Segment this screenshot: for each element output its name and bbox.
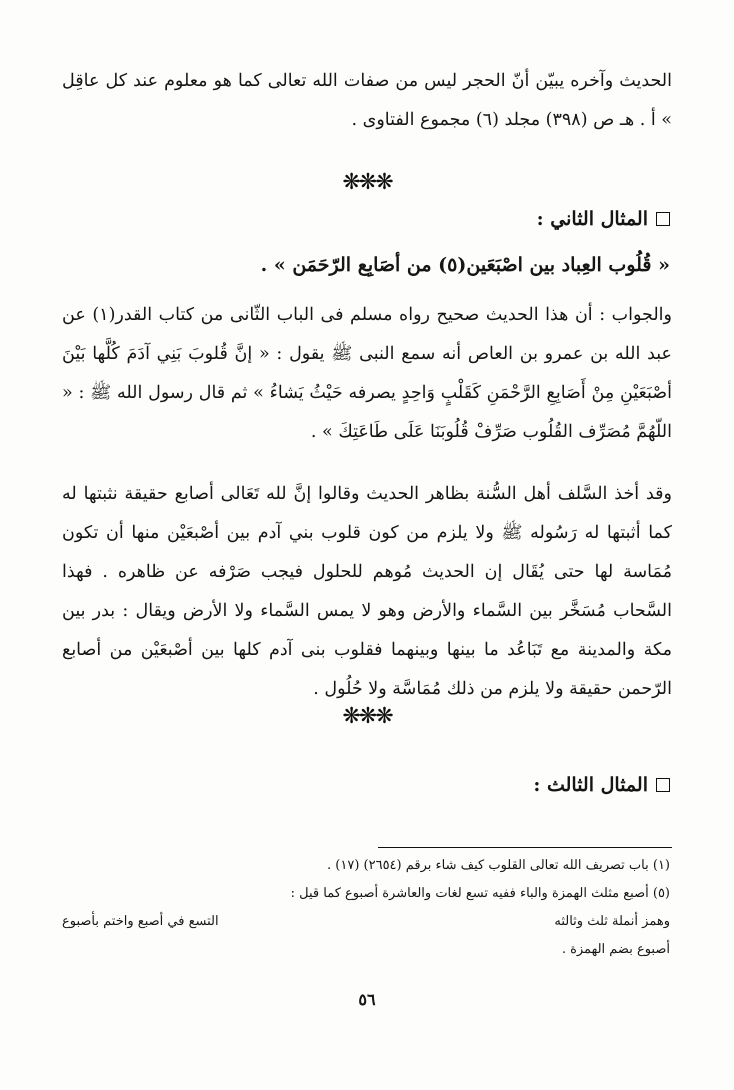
salaf-paragraph: وقد أخذ السَّلف أهل السُّنة بظاهر الحديث وقالوا إنَّ لله تَعَالى أصابع حقيقة نثبتها له كما أثبتها له رَسُوله ﷺ ولا يلزم من كون قلوب بني آدم بين أصْبعَيْن منها أن تكون مُمَاسة لها حتى يُقَال إن الحديث مُوهم للحلول فيجب صَرْفه عن ظاهره . فهذا السَّحاب مُسَخَّر بين السَّماء والأرض وهو لا يمس السَّماء ولا الأرض ويقال : بدر بين مكة والمدينة مع تَبَاعُد ما بينها وبينهما فقلوب بنى آدم كلها بين أصْبعَيْن من أصابع الرّحمن حقيقة ولا يلزم من ذلك مُمَاسَّة ولا حُلُول . (62, 484, 672, 699)
example2-title: « قُلُوب العِباد بين اصْبَعَين(٥) من أصَابِع الرّحَمَن » . (260, 254, 670, 276)
example2-heading-text: المثال الثاني : (536, 208, 648, 230)
example3-heading (533, 774, 670, 796)
intro-paragraph: الحديث وآخره يبيّن أنّ الحجر ليس من صفات الله تعالى كما هو معلوم عند كل عاقِل » أ . هـ ص (٣٩٨) مجلد (٦) مجموع الفتاوى . (62, 71, 672, 130)
verse-second-hemistich: التسع في أصبع واختم بأصبوع (62, 914, 219, 929)
footnote-separator (378, 847, 672, 848)
footnote-5: (٥) أصبع مثلث الهمزة والباء ففيه تسع لغات والعاشرة أصبوع كما قيل : (290, 886, 670, 901)
footnote-last-line: أصبوع بضم الهمزة . (561, 942, 670, 957)
salaf-block (62, 475, 672, 709)
separator-stars-2: ❋❋❋ (342, 704, 392, 729)
verse-first-hemistich: وهمز أنملة ثلث وثالثه (554, 914, 670, 929)
footnote-verse (62, 914, 670, 929)
separator-stars-1: ❋❋❋ (342, 170, 392, 195)
example3-heading-text: المثال الثالث : (533, 774, 648, 796)
answer-block (62, 296, 672, 452)
checkbox-square-icon (656, 212, 670, 226)
checkbox-square-icon (656, 778, 670, 792)
answer-paragraph: والجواب : أن هذا الحديث صحيح رواه مسلم فى الباب الثّانى من كتاب القدر(١) عن عبد الله بن عمرو بن العاص أنه سمع النبى ﷺ يقول : « إنَّ قُلوبَ بَنِي آدَمَ كُلَّها بَيْنَ أصْبَعَيْنِ مِنْ أَصَابِعِ الرَّحْمَنِ كَقَلْبٍ وَاحِدٍ يصرفه حَيْثُ يَشاءُ » ثم قال رسول الله ﷺ : « اللّهُمَّ مُصَرِّف القُلُوب صَرِّفْ قُلُوبَنَا عَلَى طَاعَتِكَ » . (62, 305, 672, 442)
footnote-1: (١) باب تصريف الله تعالى القلوب كيف شاء برقم (٢٦٥٤) (١٧) . (327, 858, 670, 873)
example2-heading (537, 208, 670, 230)
page-number: ٥٦ (358, 990, 376, 1009)
intro-block (62, 62, 672, 140)
